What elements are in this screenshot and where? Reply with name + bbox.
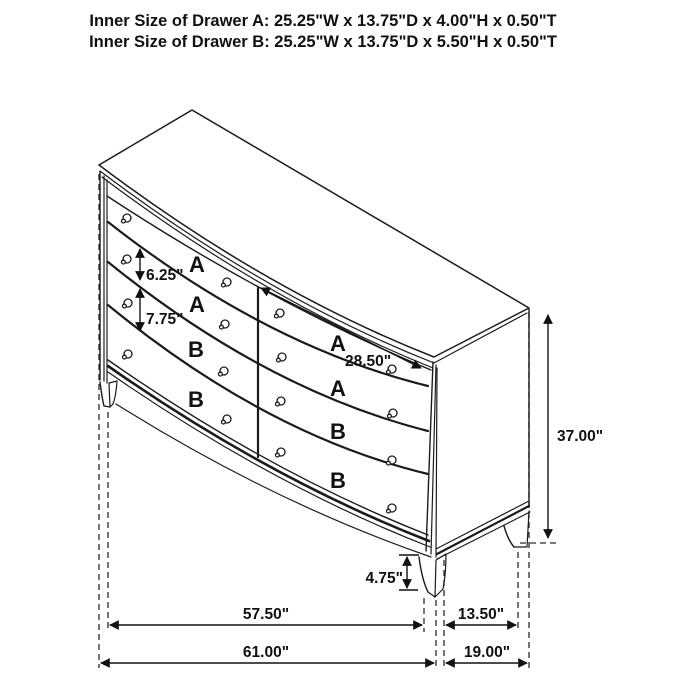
knob-icon (388, 409, 398, 418)
dim-drawer-b-height: 7.75" (146, 311, 184, 328)
front-right-leg (419, 554, 446, 597)
drawer-label: B (188, 337, 204, 362)
dim-bank-width: 28.50" (345, 353, 392, 370)
dim-overall-height: 37.00" (557, 428, 604, 445)
drawer-label: A (330, 331, 346, 356)
knob-icon (387, 456, 397, 465)
drawer-label: A (189, 292, 205, 317)
knob-icon (123, 350, 133, 359)
drawer-label: A (189, 252, 205, 277)
knob-icon (275, 309, 285, 318)
front-left-leg (100, 381, 117, 407)
drawer-label: B (330, 468, 346, 493)
dresser-top (99, 110, 529, 368)
drawer-label: B (330, 419, 346, 444)
knob-icon (122, 214, 132, 223)
header-line-2: Inner Size of Drawer B: 25.25"W x 13.75"D x 5.50"H x 0.50"T (89, 33, 557, 51)
knob-icon (123, 299, 133, 308)
dim-overall-width: 61.00" (242, 644, 290, 661)
drawer-label: B (188, 387, 204, 412)
knob-icon (276, 397, 286, 406)
knob-icon (122, 255, 132, 264)
knob-icon (276, 448, 286, 457)
knob-icon (220, 320, 230, 329)
dim-leg-height: 4.75" (365, 570, 403, 587)
knob-icon (277, 353, 287, 362)
dim-drawer-a-height: 6.25" (146, 267, 184, 284)
front-left-stile (100, 172, 107, 383)
knob-icon (222, 278, 232, 287)
knob-icon (222, 415, 232, 424)
header-line-1: Inner Size of Drawer A: 25.25"W x 13.75"D x 4.00"H x 0.50"T (89, 12, 557, 30)
dim-front-width-legs: 57.50" (242, 606, 290, 623)
dim-overall-depth: 19.00" (463, 644, 511, 661)
knob-icon (219, 367, 229, 376)
drawer-label: A (330, 376, 346, 401)
dim-side-depth-legs: 13.50" (457, 606, 505, 623)
knob-icon (387, 504, 397, 513)
